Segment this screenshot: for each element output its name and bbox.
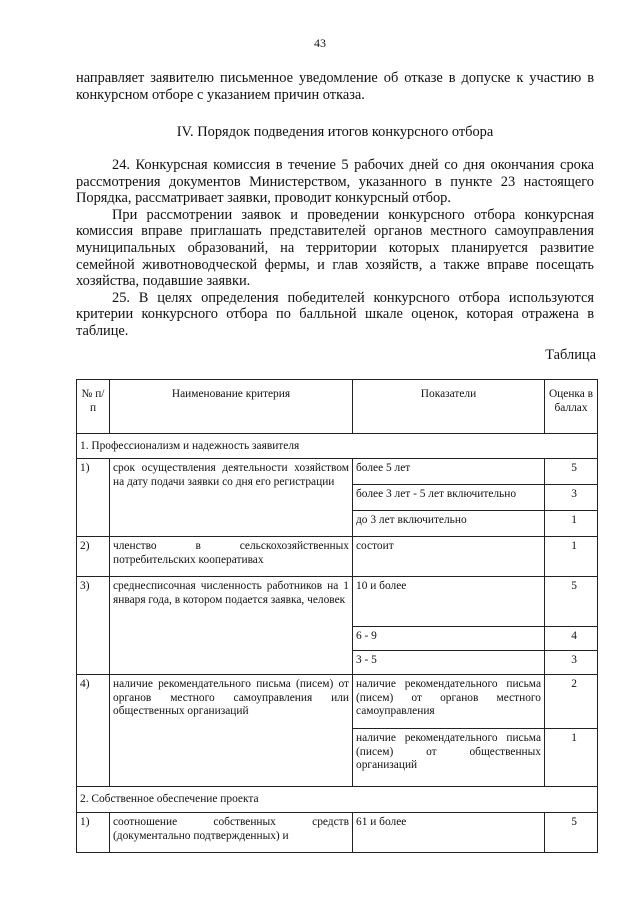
row-criterion: среднесписочная численность работников на 1 января года, в котором подается заявка, человек bbox=[110, 577, 353, 675]
paragraph-25: 25. В целях определения победителей конкурсного отбора используются критерии конкурсного отбора по балльной шкале оценок, которая отражена в таблице. bbox=[76, 289, 594, 339]
row-indicator: более 3 лет - 5 лет включительно bbox=[353, 485, 545, 511]
section-1-title: 1. Профессионализм и надежность заявителя bbox=[77, 434, 598, 459]
row-score: 5 bbox=[545, 577, 598, 627]
page-number: 43 bbox=[314, 36, 326, 50]
row-num: 1) bbox=[77, 459, 110, 537]
row-criterion: членство в сельскохозяйственных потребительских кооперативах bbox=[110, 537, 353, 577]
section-row-2 bbox=[77, 787, 598, 813]
row-criterion: соотношение собственных средств (документально подтвержденных) и bbox=[110, 813, 353, 853]
row-indicator: 6 - 9 bbox=[353, 627, 545, 651]
row-score: 3 bbox=[545, 485, 598, 511]
row-indicator: наличие рекомендательного письма (писем) от органов местного самоуправления bbox=[353, 675, 545, 729]
section-row-1 bbox=[77, 434, 598, 459]
row-score: 1 bbox=[545, 537, 598, 577]
row-indicator: наличие рекомендательного письма (писем) от общественных организаций bbox=[353, 729, 545, 787]
row-indicator: 10 и более bbox=[353, 577, 545, 627]
row-score: 2 bbox=[545, 675, 598, 729]
section-2-title: 2. Собственное обеспечение проекта bbox=[77, 787, 598, 813]
header-criterion: Наименование критерия bbox=[110, 380, 353, 434]
header-num: № п/п bbox=[77, 380, 110, 434]
row-score: 5 bbox=[545, 813, 598, 853]
paragraph-24-continued: При рассмотрении заявок и проведении конкурсного отбора конкурсная комиссия вправе приглашать представителей органов местного самоуправления муниципальных образований, на территории которых планируется развитие семейной животноводческой фермы, и глав хозяйств, а также вправе посещать хозяйства, подавшие заявки. bbox=[76, 206, 594, 290]
table-caption: Таблица bbox=[545, 347, 596, 363]
criteria-table bbox=[76, 379, 598, 853]
row-num: 4) bbox=[77, 675, 110, 787]
row-score: 1 bbox=[545, 511, 598, 537]
body-paragraphs bbox=[76, 157, 594, 340]
row-indicator: состоит bbox=[353, 537, 545, 577]
row-score: 1 bbox=[545, 729, 598, 787]
row-indicator: до 3 лет включительно bbox=[353, 511, 545, 537]
row-indicator: более 5 лет bbox=[353, 459, 545, 485]
table-row bbox=[77, 675, 598, 729]
row-score: 4 bbox=[545, 627, 598, 651]
section-heading: IV. Порядок подведения итогов конкурсного отбора bbox=[176, 124, 494, 140]
header-score: Оценка в баллах bbox=[545, 380, 598, 434]
row-indicator: 61 и более bbox=[353, 813, 545, 853]
row-num: 3) bbox=[77, 577, 110, 675]
table-row bbox=[77, 459, 598, 485]
table-header-row bbox=[77, 380, 598, 434]
row-criterion: срок осуществления деятельности хозяйством на дату подачи заявки со дня его регистрации bbox=[110, 459, 353, 537]
table-row bbox=[77, 813, 598, 853]
row-num: 1) bbox=[77, 813, 110, 853]
paragraph-24: 24. Конкурсная комиссия в течение 5 рабочих дней со дня окончания срока рассмотрения документов Министерством, указанного в пункте 23 настоящего Порядка, рассматривает заявки, проводит конкурсный отбор. bbox=[76, 157, 594, 207]
row-score: 3 bbox=[545, 651, 598, 675]
row-criterion: наличие рекомендательного письма (писем) от органов местного самоуправления или общественных организаций bbox=[110, 675, 353, 787]
table-row bbox=[77, 537, 598, 577]
intro-paragraph: направляет заявителю письменное уведомление об отказе в допуске к участию в конкурсном отборе с указанием причин отказа. bbox=[76, 70, 594, 103]
header-indicators: Показатели bbox=[353, 380, 545, 434]
row-score: 5 bbox=[545, 459, 598, 485]
intro-text bbox=[76, 70, 594, 103]
row-num: 2) bbox=[77, 537, 110, 577]
table-row bbox=[77, 577, 598, 627]
row-indicator: 3 - 5 bbox=[353, 651, 545, 675]
